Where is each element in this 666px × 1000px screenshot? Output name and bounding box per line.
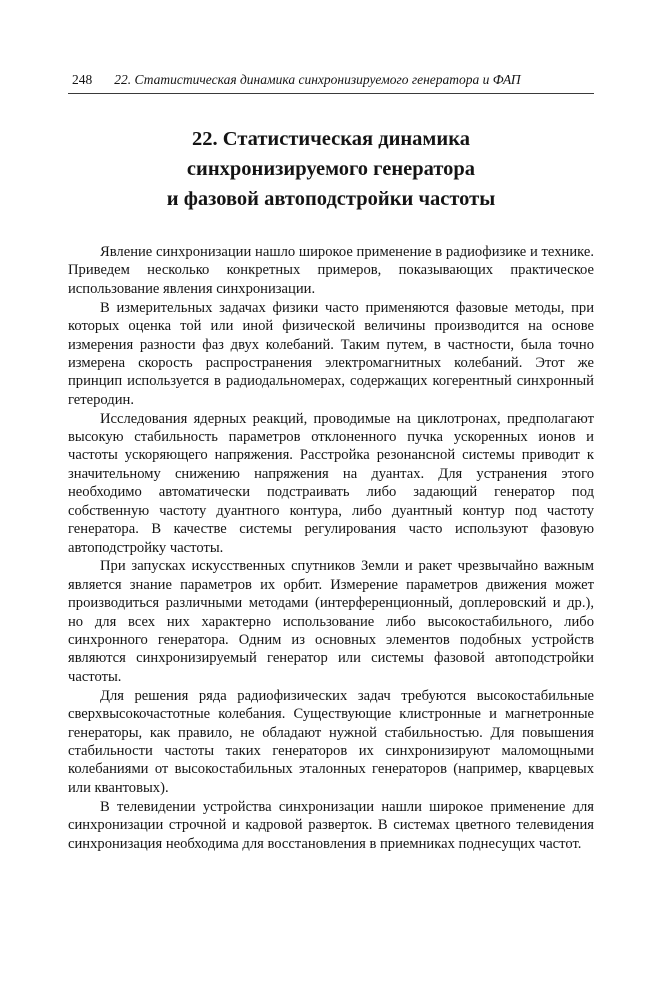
paragraph-television: В телевидении устройства синхронизации нашли широкое применение для синхронизации строчной и кадровой разверток. В системах цветного телевидения синхронизация необходима для восстановления в приемниках поднесущих частот.: [68, 798, 594, 852]
running-head: [72, 72, 592, 88]
chapter-title-line: 22. Статистическая динамика: [192, 128, 470, 150]
running-title: 22. Статистическая динамика синхронизируемого генератора и ФАП: [114, 72, 521, 87]
paragraph-synchronization-applications: Явление синхронизации нашло широкое применение в радиофизике и технике. Приведем несколько конкретных примеров, показывающих практическое использование явления синхронизации.: [68, 244, 594, 297]
paragraph-satellites: При запусках искусственных спутников Земли и ракет чрезвычайно важным является знание параметров их орбит. Измерение параметров движения может производиться различными методами (интерференционный, доплеровский и др.), но для всех них характерно использование либо высокостабильного, либо синхронного генератора. Одним из основных элементов подобных устройств являются синхронизируемый генератор или системы фазовой автоподстройки частоты.: [68, 558, 594, 685]
header-rule: [68, 93, 594, 94]
paragraph-cyclotrons: Исследования ядерных реакций, проводимые на циклотронах, предполагают высокую стабильность параметров отклоненного пучка ускоренных ионов и частоты ускоряющего напряжения. Расстройка резонансной системы приводит к значительному снижению напряжения на дуантах. Для устранения этого необходимо автоматически подстраивать либо задающий генератор под собственную частоту дуантного контура, либо дуантный контур под частоту генератора. В качестве системы регулирования часто используют фазовую автоподстройку частоты.: [68, 410, 594, 556]
chapter-title-line: и фазовой автоподстройки частоты: [166, 188, 496, 210]
paragraph-microwave-generators: Для решения ряда радиофизических задач требуются высокостабильные сверхвысокочастотные колебания. Существующие клистронные и магнетронные генераторы, как правило, не обладают нужной стабильностью. Для повышения стабильности частоты таких генераторов их синхронизируют маломощными колебаниями от высокостабильных эталонных генераторов (например, кварцевых или квантовых).: [68, 687, 594, 796]
body-text: [68, 243, 594, 853]
chapter-title-line: синхронизируемого генератора: [186, 158, 476, 180]
paragraph-phase-methods: В измерительных задачах физики часто применяются фазовые методы, при которых оценка той или иной физической величины производится на основе измерения разности фаз двух колебаний. Таким путем, в частности, была точно измерена скорость распространения электромагнитных колебаний. Этот же принцип используется в радиодальномерах, содержащих когерентный синхронный гетеродин.: [68, 299, 594, 408]
page-number: 248: [72, 72, 93, 87]
chapter-title: [68, 124, 594, 214]
